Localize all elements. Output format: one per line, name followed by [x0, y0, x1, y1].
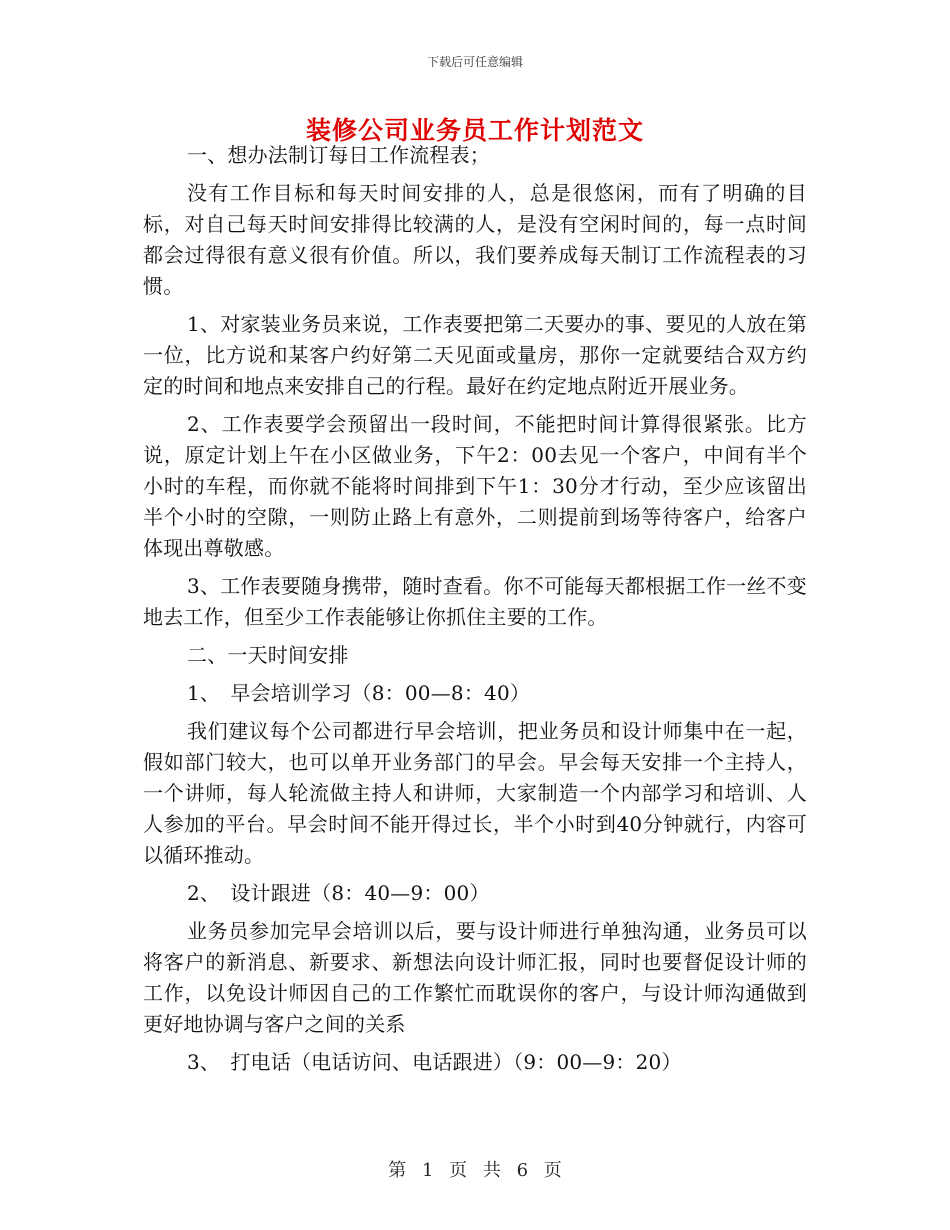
- footer-page-number: 1: [421, 1160, 434, 1181]
- paragraph: 2、工作表要学会预留出一段时间，不能把时间计算得很紧张。比方说，原定计划上午在小区做业务，下午2：00去见一个客户，中间有半个小时的车程，而你就不能将时间排到下午1：30分才行动，至少应该留出半个小时的空隙，一则防止路上有意外，二则提前到场等待客户，给客户体现出尊敬感。: [143, 412, 807, 560]
- paragraph-heading-2: 二、一天时间安排: [187, 643, 349, 667]
- page-header: 下载后可任意编辑: [426, 55, 523, 69]
- footer-page-prefix: 第: [388, 1160, 407, 1181]
- page-footer: [0, 1156, 950, 1182]
- paragraph: 我们建议每个公司都进行早会培训，把业务员和设计师集中在一起，假如部门较大，也可以单开业务部门的早会。早会每天安排一个主持人，一个讲师，每人轮流做主持人和讲师，大家制造一个内部学习和培训、人人参加的平台。早会时间不能开得过长，半个小时到40分钟就行，内容可以循环推动。: [143, 719, 807, 867]
- footer-total-prefix: 共: [482, 1160, 501, 1181]
- paragraph: 业务员参加完早会培训以后，要与设计师进行单独沟通，业务员可以将客户的新消息、新要求、新想法向设计师汇报，同时也要督促设计师的工作，以免设计师因自己的工作繁忙而耽误你的客户，与设计师沟通做到更好地协调与客户之间的关系: [143, 919, 807, 1036]
- document-body: [143, 140, 807, 1078]
- paragraph-subheading: 1、 早会培训学习（8：00—8：40）: [187, 681, 531, 705]
- footer-total-pages: 6: [516, 1160, 529, 1181]
- paragraph-heading-1: 一、想办法制订每日工作流程表；: [187, 143, 490, 167]
- document-title: 装修公司业务员工作计划范文: [305, 116, 644, 145]
- paragraph: 没有工作目标和每天时间安排的人，总是很悠闲，而有了明确的目标，对自己每天时间安排得比较满的人，是没有空闲时间的，每一点时间都会过得很有意义很有价值。所以，我们要养成每天制订工作流程表的习惯。: [143, 181, 807, 298]
- footer-page-mid: 页: [449, 1160, 468, 1181]
- paragraph-subheading: 2、 设计跟进（8：40—9：00）: [187, 881, 490, 905]
- footer-total-suffix: 页: [543, 1160, 562, 1181]
- paragraph: 1、对家装业务员来说，工作表要把第二天要办的事、要见的人放在第一位，比方说和某客户约好第二天见面或量房，那你一定就要结合双方约定的时间和地点来安排自己的行程。最好在约定地点附近开展业务。: [143, 312, 807, 398]
- paragraph-subheading: 3、 打电话（电话访问、电话跟进）（9：00—9：20）: [187, 1050, 682, 1074]
- paragraph: 3、工作表要随身携带，随时查看。你不可能每天都根据工作一丝不变地去工作，但至少工作表能够让你抓住主要的工作。: [143, 574, 807, 629]
